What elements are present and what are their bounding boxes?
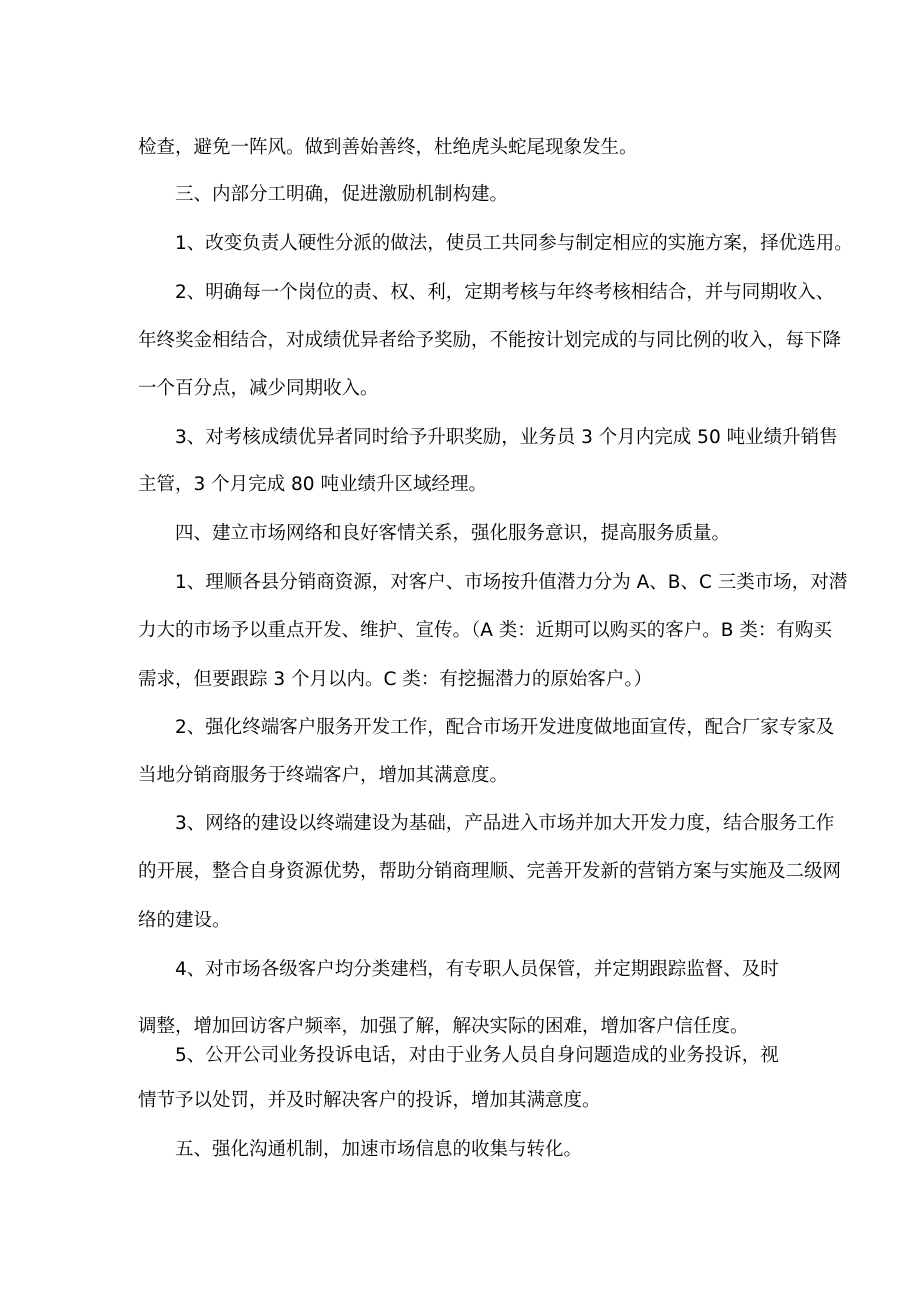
text-line-10: 1、理顺各县分销商资源，对客户、市场按升值潜力分为 A、B、C 三类市场，对潜 <box>175 572 848 593</box>
text-line-15: 3、网络的建设以终端建设为基础，产品进入市场并加大开发力度，结合服务工作 <box>175 813 835 834</box>
text-line-13: 2、强化终端客户服务开发工作，配合市场开发进度做地面宣传，配合厂家专家及 <box>175 717 835 738</box>
section-heading-4: 四、建立市场网络和良好客情关系，强化服务意识，提高服务质量。 <box>175 523 731 544</box>
text-line-4: 2、明确每一个岗位的责、权、利，定期考核与年终考核相结合，并与同期收入、 <box>175 282 835 303</box>
text-line-17: 络的建设。 <box>138 910 231 931</box>
text-line-16: 的开展，整合自身资源优势，帮助分销商理顺、完善开发新的营销方案与实施及二级网 <box>138 861 842 882</box>
text-line-18: 4、对市场各级客户均分类建档，有专职人员保管，并定期跟踪监督、及时 <box>175 959 779 980</box>
text-line-8: 主管，3 个月完成 80 吨业绩升区域经理。 <box>138 474 487 495</box>
text-line-3: 1、改变负责人硬性分派的做法，使员工共同参与制定相应的实施方案，择优选用。 <box>175 233 853 254</box>
text-line-20: 5、公开公司业务投诉电话，对由于业务人员自身问题造成的业务投诉，视 <box>175 1045 779 1066</box>
text-line-7: 3、对考核成绩优异者同时给予升职奖励，业务员 3 个月内完成 50 吨业绩升销售 <box>175 427 838 448</box>
text-line-12: 需求，但要跟踪 3 个月以内。C 类：有挖掘潜力的原始客户。） <box>138 669 653 690</box>
section-heading-5: 五、强化沟通机制，加速市场信息的收集与转化。 <box>175 1139 583 1160</box>
text-line-11: 力大的市场予以重点开发、维护、宣传。（A 类：近期可以购买的客户。B 类：有购买 <box>138 620 832 641</box>
text-line-5: 年终奖金相结合，对成绩优异者给予奖励，不能按计划完成的与同比例的收入，每下降 <box>138 330 842 351</box>
text-line-6: 一个百分点，减少同期收入。 <box>138 378 379 399</box>
text-line-21: 情节予以处罚，并及时解决客户的投诉，增加其满意度。 <box>138 1090 601 1111</box>
section-heading-3: 三、内部分工明确，促进激励机制构建。 <box>175 184 509 205</box>
text-line-19: 调整，增加回访客户频率，加强了解，解决实际的困难，增加客户信任度。 <box>138 1016 749 1037</box>
text-line-14: 当地分销商服务于终端客户，增加其满意度。 <box>138 765 509 786</box>
text-line-1: 检查，避免一阵风。做到善始善终，杜绝虎头蛇尾现象发生。 <box>138 137 638 158</box>
